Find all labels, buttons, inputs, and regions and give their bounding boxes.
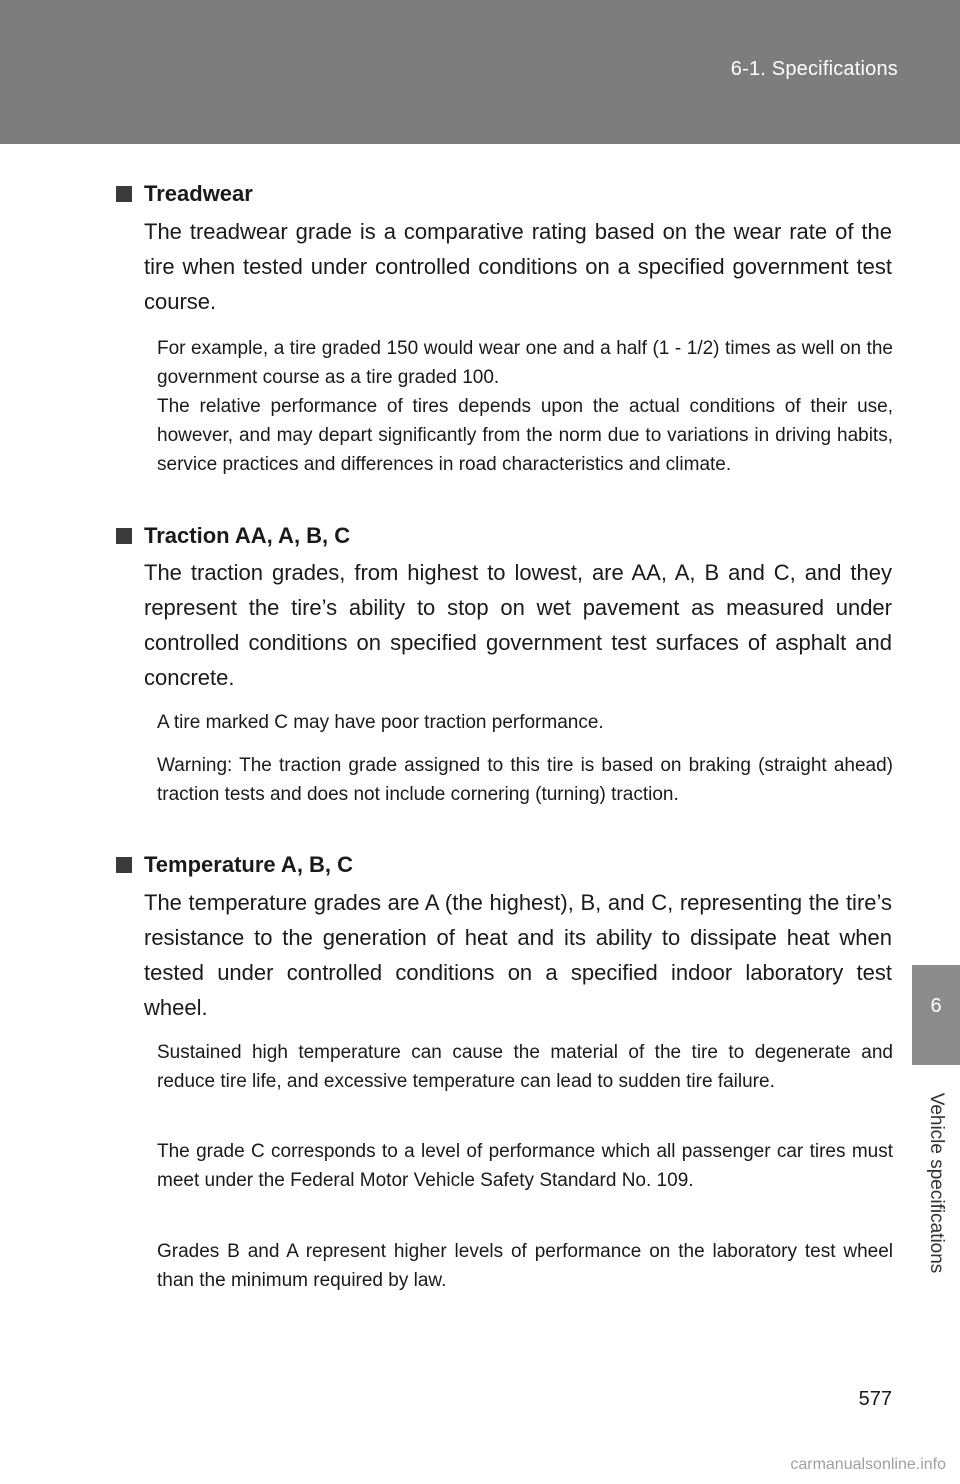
section-body-traction: The traction grades, from highest to lowest, are AA, A, B and C, and they represent the tire’s ability to stop on wet pavement as measured under controlled conditions on specified government test surfaces of asphalt and concrete. <box>144 560 892 690</box>
square-bullet-icon <box>116 186 132 202</box>
chapter-tab <box>912 965 960 1065</box>
note-treadwear-relative: The relative performance of tires depends upon the actual conditions of their use, however, and may depart significantly from the norm due to variations in driving habits, service practices and differences in road characteristics and climate. <box>157 396 893 475</box>
section-body-treadwear: The treadwear grade is a comparative rating based on the wear rate of the tire when tested under controlled conditions on a specified government test course. <box>144 219 892 314</box>
watermark: carmanualsonline.info <box>790 1456 946 1473</box>
note-temperature-grades-ba: Grades B and A represent higher levels of performance on the laboratory test wheel than the minimum required by law. <box>157 1241 893 1291</box>
note-traction-warning: Warning: The traction grade assigned to this tire is based on braking (straight ahead) traction tests and does not include cornering (turning) traction. <box>157 755 893 805</box>
note-temperature-sustained: Sustained high temperature can cause the material of the tire to degenerate and reduce tire life, and excessive temperature can lead to sudden tire failure. <box>157 1042 893 1092</box>
chapter-number: 6 <box>930 995 942 1017</box>
section-heading-traction: Traction AA, A, B, C <box>116 521 350 551</box>
page-number: 577 <box>858 1388 892 1410</box>
square-bullet-icon <box>116 528 132 544</box>
chapter-title: 6-1. Specifications <box>730 58 898 80</box>
square-bullet-icon <box>116 857 132 873</box>
note-temperature-grade-c: The grade C corresponds to a level of performance which all passenger car tires must meet under the Federal Motor Vehicle Safety Standard No. 109. <box>157 1141 893 1191</box>
chapter-side-label <box>912 1065 960 1300</box>
section-heading-temperature: Temperature A, B, C <box>116 850 353 880</box>
chapter-side-label-text: Vehicle specifications <box>926 1092 947 1273</box>
section-body-temperature: The temperature grades are A (the highest), B, and C, representing the tire’s resistance to the generation of heat and its ability to dissipate heat when tested under controlled conditions on a specified indoor laboratory test wheel. <box>144 890 892 1020</box>
note-traction-poor: A tire marked C may have poor traction performance. <box>157 712 604 733</box>
section-heading-treadwear: Treadwear <box>116 179 253 209</box>
note-treadwear-example: For example, a tire graded 150 would wear one and a half (1 - 1/2) times as well on the government course as a tire graded 100. <box>157 338 893 388</box>
